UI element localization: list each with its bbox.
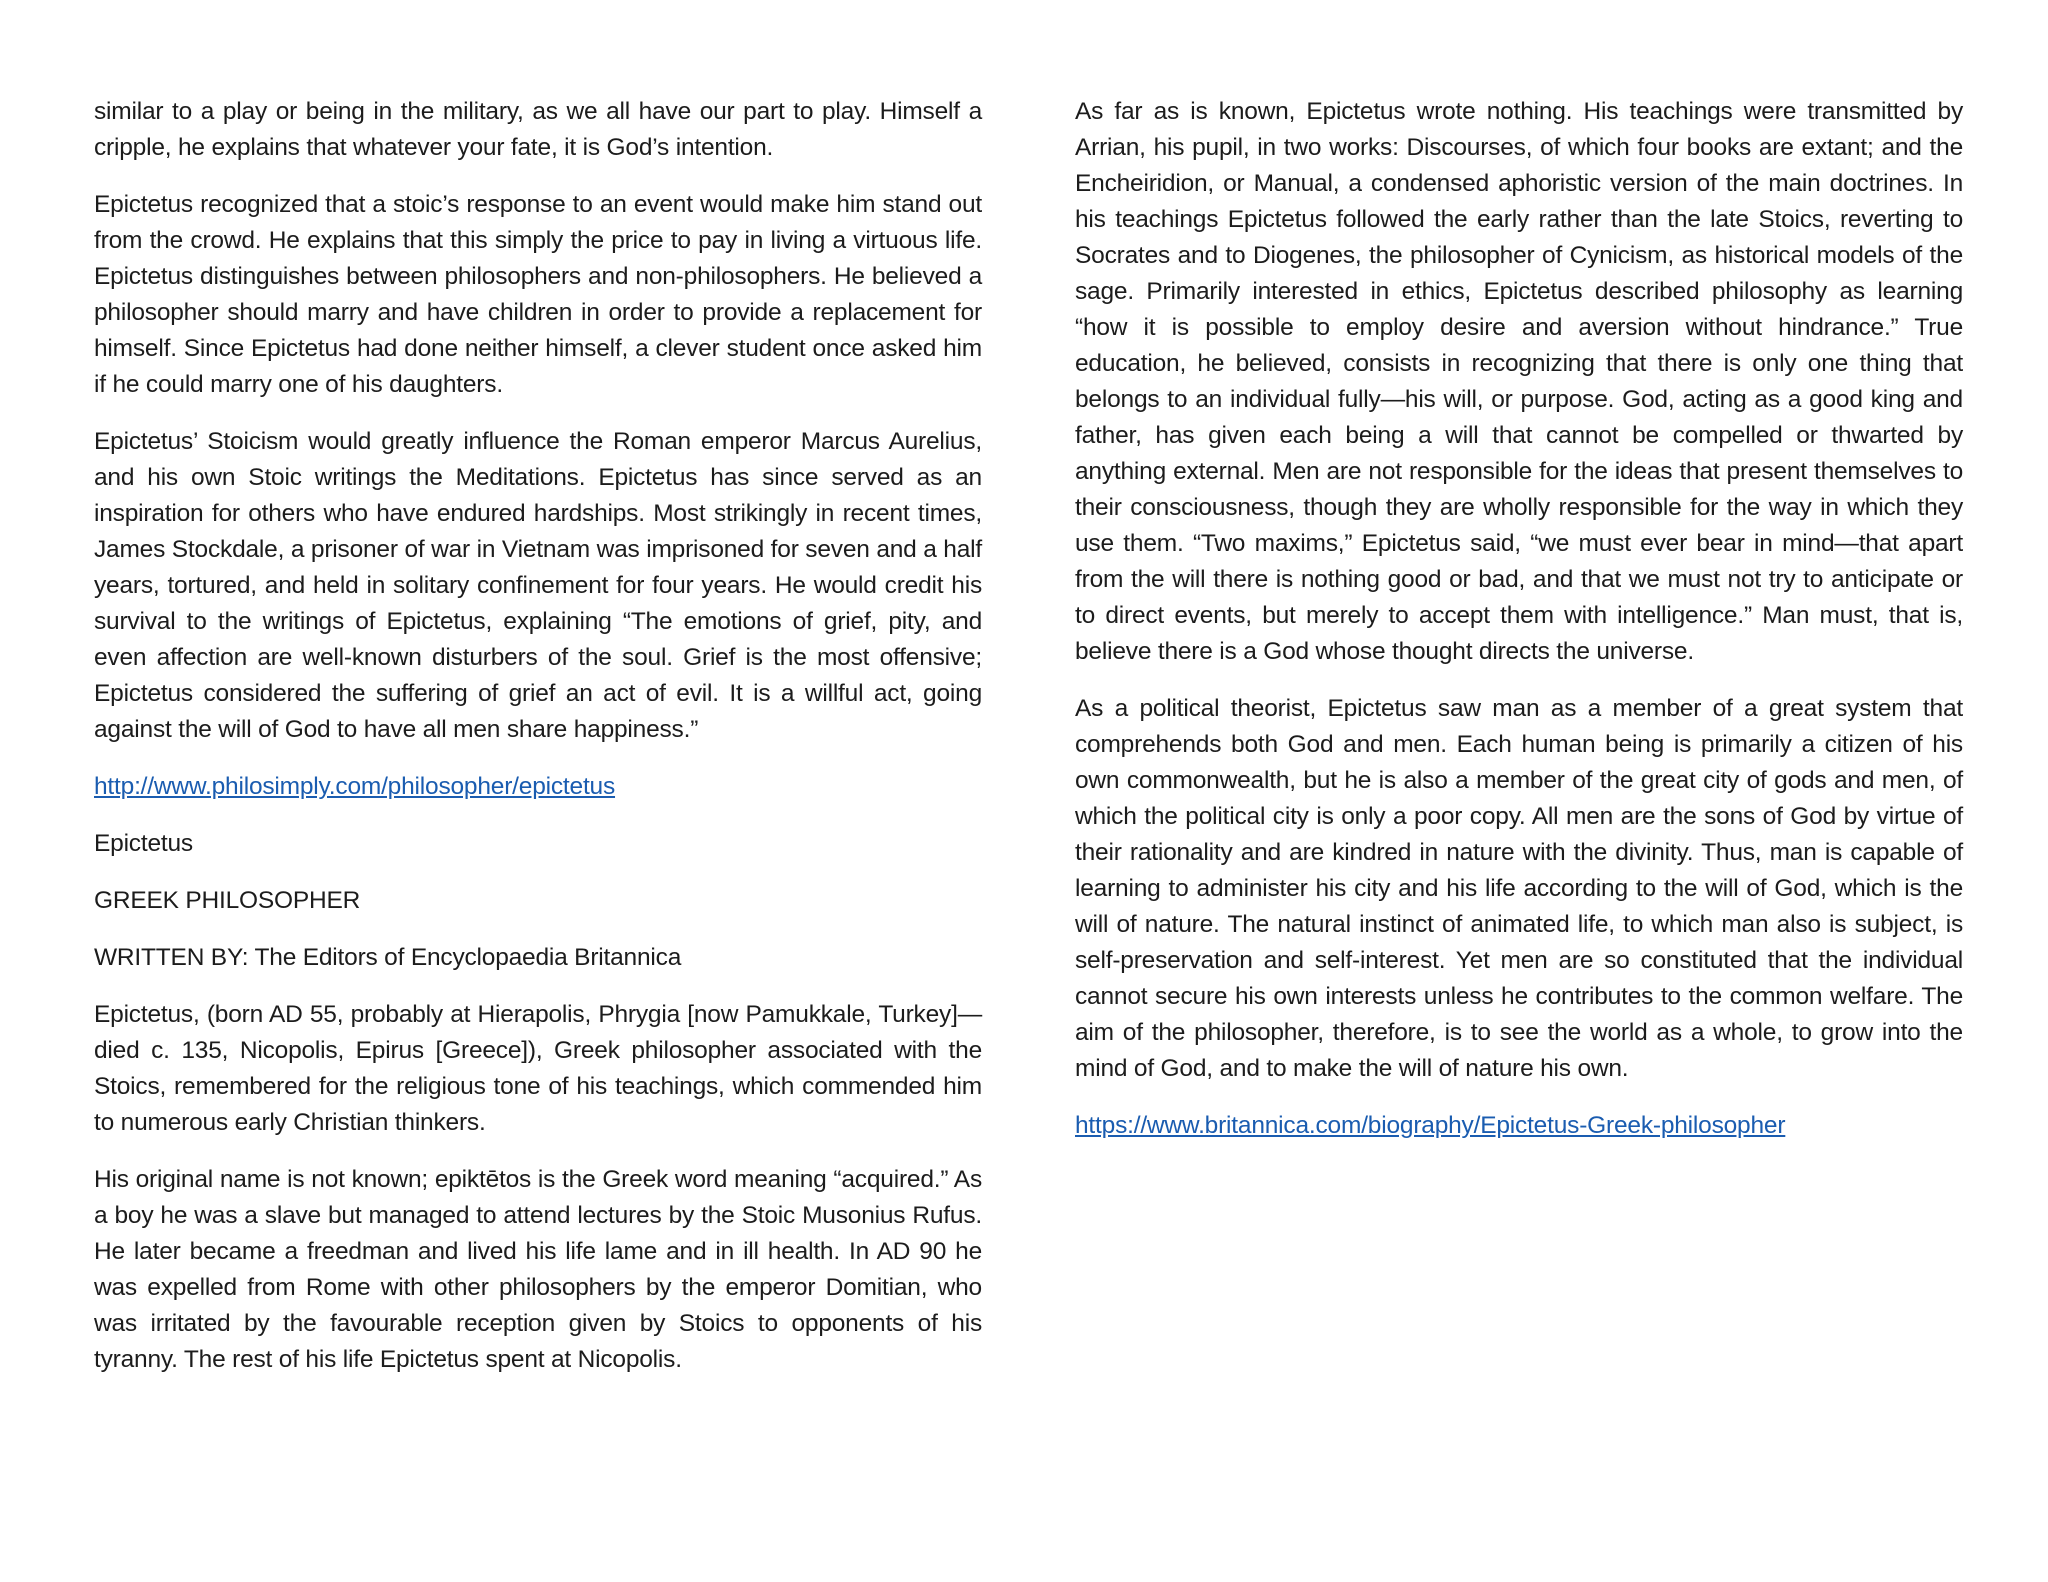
philosimply-link-paragraph [94, 769, 982, 805]
left-paragraph-5: His original name is not known; epiktētos is the Greek word meaning “acquired.” As a boy he was a slave but managed to attend lectures by the Stoic Musonius Rufus. He later became a freedman and lived his life lame and in ill health. In AD 90 he was expelled from Rome with other philosophers by the emperor Domitian, who was irritated by the favourable reception given by Stoics to opponents of his tyranny. The rest of his life Epictetus spent at Nicopolis. [94, 1166, 982, 1373]
right-paragraph-1: As far as is known, Epictetus wrote nothing. His teachings were transmitted by Arrian, his pupil, in two works: Discourses, of which four books are extant; and the Encheiridion, or Manual, a condensed aphoristic version of the main doctrines. In his teachings Epictetus followed the early rather than the late Stoics, reverting to Socrates and to Diogenes, the philosopher of Cynicism, as historical models of the sage. Primarily interested in ethics, Epictetus described philosophy as learning “how it is possible to employ desire and aversion without hindrance.” True education, he believed, consists in recognizing that there is only one thing that belongs to an individual fully—his will, or purpose. God, acting as a good king and father, has given each being a will that cannot be compelled or thwarted by anything external. Men are not responsible for the ideas that present themselves to their consciousness, though they are wholly responsible for the way in which they use them. “Two maxims,” Epictetus said, “we must ever bear in mind—that apart from the will there is nothing good or bad, and that we must not try to anticipate or to direct events, but merely to accept them with intelligence.” Man must, that is, believe there is a God whose thought directs the universe. [1075, 98, 1963, 665]
britannica-link[interactable]: https://www.britannica.com/biography/Epictetus-Greek-philosopher [1075, 1112, 1786, 1139]
right-column [1075, 94, 1963, 1165]
article-byline: WRITTEN BY: The Editors of Encyclopaedia Britannica [94, 944, 682, 971]
philosimply-link[interactable]: http://www.philosimply.com/philosopher/epictetus [94, 773, 616, 800]
left-paragraph-1: similar to a play or being in the military, as we all have our part to play. Himself a cripple, he explains that whatever your fate, it is God’s intention. [94, 98, 982, 161]
britannica-link-paragraph [1075, 1108, 1963, 1144]
left-paragraph-4: Epictetus, (born AD 55, probably at Hierapolis, Phrygia [now Pamukkale, Turkey]—died c. 135, Nicopolis, Epirus [Greece]), Greek philosopher associated with the Stoics, remembered for the religious tone of his teachings, which commended him to numerous early Christian thinkers. [94, 1001, 982, 1136]
left-paragraph-3: Epictetus’ Stoicism would greatly influence the Roman emperor Marcus Aurelius, and his own Stoic writings the Meditations. Epictetus has since served as an inspiration for others who have endured hardships. Most strikingly in recent times, James Stockdale, a prisoner of war in Vietnam was imprisoned for seven and a half years, tortured, and held in solitary confinement for four years. He would credit his survival to the writings of Epictetus, explaining “The emotions of grief, pity, and even affection are well-known disturbers of the soul. Grief is the most offensive; Epictetus considered the suffering of grief an act of evil. It is a willful act, going against the will of God to have all men share happiness.” [94, 428, 982, 743]
article-subtitle: GREEK PHILOSOPHER [94, 887, 361, 914]
left-paragraph-2: Epictetus recognized that a stoic’s response to an event would make him stand out from the crowd. He explains that this simply the price to pay in living a virtuous life. Epictetus distinguishes between philosophers and non-philosophers. He believed a philosopher should marry and have children in order to provide a replacement for himself. Since Epictetus had done neither himself, a clever student once asked him if he could marry one of his daughters. [94, 191, 982, 398]
right-paragraph-2: As a political theorist, Epictetus saw man as a member of a great system that comprehends both God and men. Each human being is primarily a citizen of his own commonwealth, but he is also a member of the great city of gods and men, of which the political city is only a poor copy. All men are the sons of God by virtue of their rationality and are kindred in nature with the divinity. Thus, man is capable of learning to administer his city and his life according to the will of God, which is the will of nature. The natural instinct of animated life, to which man also is subject, is self-preservation and self-interest. Yet men are so constituted that the individual cannot secure his own interests unless he contributes to the common welfare. The aim of the philosopher, therefore, is to see the world as a whole, to grow into the mind of God, and to make the will of nature his own. [1075, 695, 1963, 1082]
left-column [94, 94, 982, 1399]
article-name: Epictetus [94, 830, 193, 857]
